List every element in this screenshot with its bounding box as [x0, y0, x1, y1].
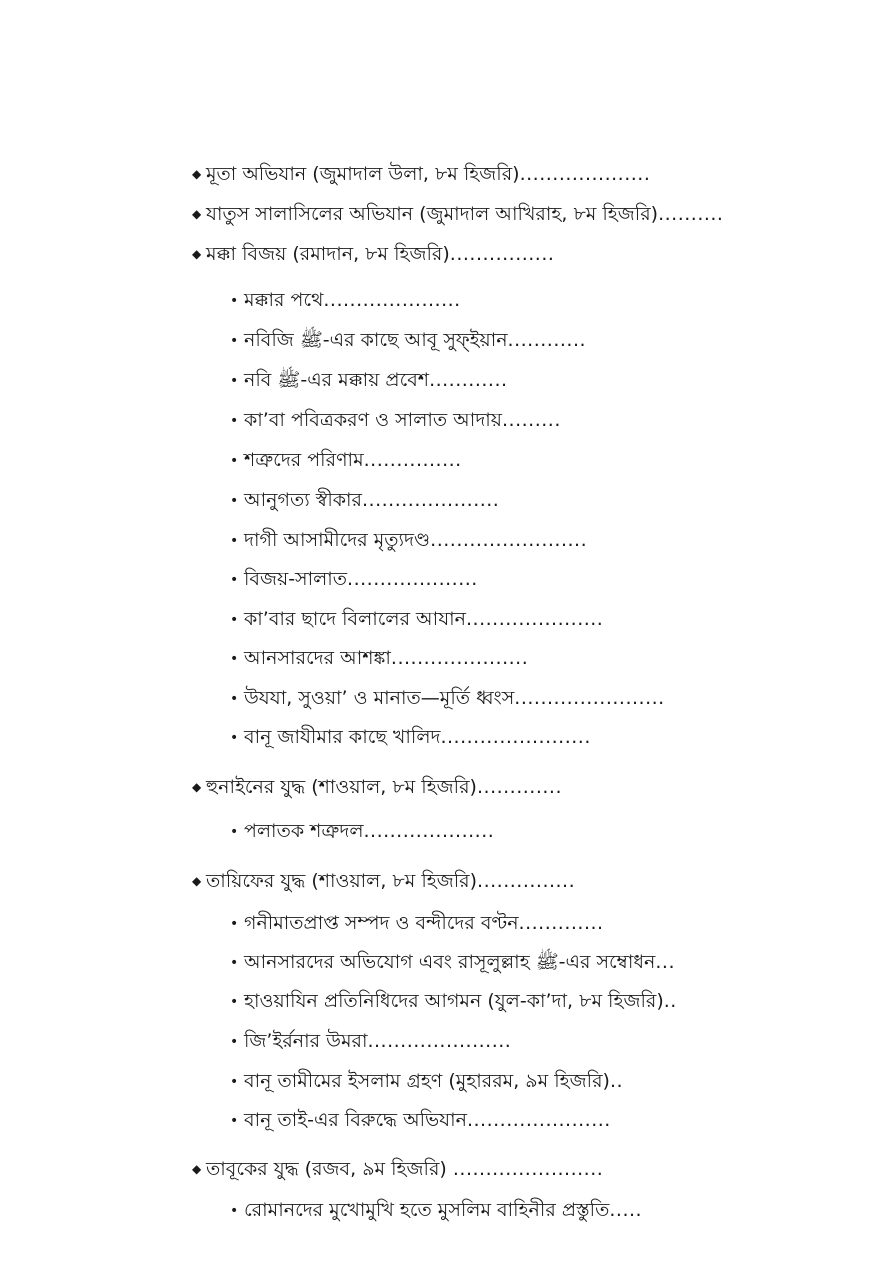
toc-subentry	[230, 487, 499, 513]
toc-entry	[192, 161, 650, 187]
toc-subentry	[230, 1197, 642, 1223]
toc-leader-dots: ...	[655, 951, 675, 973]
toc-entry-title: আনসারদের আশঙ্কা	[244, 647, 391, 669]
round-bullet-icon: •	[230, 691, 239, 707]
toc-entry-title: বানূ তামীমের ইসলাম গ্রহণ (মুহাররম, ৯ম হিজরি)	[244, 1070, 610, 1092]
toc-entry-title: নবিজি ﷺ-এর কাছে আবূ সুফ্ইয়ান	[244, 329, 508, 351]
toc-subentry	[230, 606, 603, 632]
round-bullet-icon: •	[230, 373, 239, 389]
round-bullet-icon: •	[230, 413, 239, 429]
toc-entry-title: শত্রুদের পরিণাম	[244, 449, 364, 471]
toc-leader-dots: .....	[609, 1199, 643, 1221]
toc-leader-dots: ..	[609, 1070, 624, 1092]
toc-subentry	[230, 407, 561, 433]
toc-leader-dots: ....................	[347, 568, 478, 590]
toc-leader-dots: ................	[449, 243, 555, 265]
toc-leader-dots: .......................	[514, 687, 665, 709]
toc-subentry	[230, 447, 462, 473]
round-bullet-icon: •	[230, 1034, 239, 1050]
toc-leader-dots: .......................	[440, 726, 591, 748]
toc-leader-dots: ...............	[477, 870, 576, 892]
toc-entry-title: হুনাইনের যুদ্ধ (শাওয়াল, ৮ম হিজরি)	[206, 776, 477, 798]
toc-entry-title: তাবূকের যুদ্ধ (রজব, ৯ম হিজরি)	[206, 1158, 453, 1180]
toc-subentry	[230, 910, 604, 936]
round-bullet-icon: •	[230, 453, 239, 469]
toc-leader-dots: ......................	[466, 1109, 611, 1131]
toc-subentry	[230, 287, 461, 313]
toc-entry-title: বানূ জাযীমার কাছে খালিদ	[244, 726, 441, 748]
toc-leader-dots: .....................	[390, 647, 529, 669]
toc-leader-dots: .....................	[323, 289, 461, 311]
round-bullet-icon: •	[230, 333, 239, 349]
toc-leader-dots: ............	[429, 369, 508, 391]
round-bullet-icon: •	[230, 1113, 239, 1129]
toc-entry-title: রোমানদের মুখোমুখি হতে মুসলিম বাহিনীর প্রস্তুতি	[244, 1199, 610, 1221]
diamond-bullet-icon: ◆	[192, 874, 202, 888]
diamond-bullet-icon: ◆	[192, 207, 202, 221]
toc-entry-title: মক্কা বিজয় (রমাদান, ৮ম হিজরি)	[206, 243, 450, 265]
toc-leader-dots: ............	[507, 329, 587, 351]
toc-leader-dots: ...............	[363, 449, 462, 471]
toc-entry-title: হাওয়াযিন প্রতিনিধিদের আগমন (যুল-কা’দা, ৮ম হিজরি)	[244, 990, 664, 1012]
toc-subentry	[230, 818, 494, 844]
toc-subentry	[230, 949, 675, 975]
toc-entry	[192, 1156, 603, 1182]
toc-entry	[192, 201, 723, 227]
toc-leader-dots: .............	[476, 776, 562, 798]
toc-entry	[192, 241, 554, 267]
round-bullet-icon: •	[230, 824, 239, 840]
toc-subentry	[230, 566, 478, 592]
toc-entry-title: আনসারদের অভিযোগ এবং রাসূলুল্লাহ ﷺ-এর সম্বোধন	[244, 951, 656, 973]
toc-entry-title: মক্কার পথে	[244, 289, 324, 311]
toc-subentry	[230, 1068, 623, 1094]
round-bullet-icon: •	[230, 651, 239, 667]
round-bullet-icon: •	[230, 994, 239, 1010]
toc-entry-title: যাতুস সালাসিলের অভিযান (জুমাদাল আখিরাহ, ৮ম হিজরি)	[206, 203, 659, 225]
round-bullet-icon: •	[230, 533, 239, 549]
round-bullet-icon: •	[230, 916, 239, 932]
diamond-bullet-icon: ◆	[192, 247, 202, 261]
diamond-bullet-icon: ◆	[192, 167, 202, 181]
toc-subentry	[230, 367, 508, 393]
toc-leader-dots: .....................	[466, 608, 604, 630]
toc-subentry	[230, 527, 587, 553]
diamond-bullet-icon: ◆	[192, 780, 202, 794]
toc-subentry	[230, 1107, 611, 1133]
toc-subentry	[230, 988, 677, 1014]
toc-entry-title: তায়িফের যুদ্ধ (শাওয়াল, ৮ম হিজরি)	[206, 870, 478, 892]
round-bullet-icon: •	[230, 572, 239, 588]
toc-entry-title: দাগী আসামীদের মৃত্যুদণ্ড	[244, 529, 431, 551]
toc-leader-dots: .........	[502, 409, 561, 431]
toc-entry-title: নবি ﷺ-এর মক্কায় প্রবেশ	[244, 369, 430, 391]
toc-entry-title: পলাতক শত্রুদল	[244, 820, 364, 842]
toc-entry-title: বিজয়-সালাত	[244, 568, 348, 590]
round-bullet-icon: •	[230, 293, 239, 309]
toc-leader-dots: ....................	[363, 820, 495, 842]
toc-entry-title: মূতা অভিযান (জুমাদাল উলা, ৮ম হিজরি)	[206, 163, 520, 185]
toc-subentry	[230, 645, 528, 671]
toc-subentry	[230, 724, 591, 750]
toc-entry-title: উযযা, সুওয়া’ ও মানাত—মূর্তি ধ্বংস	[244, 687, 515, 709]
toc-subentry	[230, 327, 586, 353]
diamond-bullet-icon: ◆	[192, 1162, 202, 1176]
round-bullet-icon: •	[230, 730, 239, 746]
round-bullet-icon: •	[230, 612, 239, 628]
toc-entry-title: বানূ তাই-এর বিরুদ্ধে অভিযান	[244, 1109, 467, 1131]
toc-entry	[192, 868, 575, 894]
toc-entry-title: জি’ইর্রনার উমরা	[244, 1030, 368, 1052]
toc-subentry	[230, 685, 665, 711]
round-bullet-icon: •	[230, 1074, 239, 1090]
toc-entry	[192, 774, 562, 800]
toc-leader-dots: .......................	[452, 1158, 604, 1180]
round-bullet-icon: •	[230, 493, 239, 509]
toc-leader-dots: .....................	[362, 489, 500, 511]
toc-leader-dots: ..........	[658, 203, 724, 225]
round-bullet-icon: •	[230, 1203, 239, 1219]
toc-entry-title: কা’বা পবিত্রকরণ ও সালাত আদায়	[244, 409, 502, 431]
toc-entry-title: আনুগত্য স্বীকার	[244, 489, 363, 511]
round-bullet-icon: •	[230, 955, 239, 971]
toc-subentry	[230, 1028, 511, 1054]
toc-leader-dots: ..	[663, 990, 677, 1012]
toc-leader-dots: .............	[518, 912, 604, 934]
toc-entry-title: কা’বার ছাদে বিলালের আযান	[244, 608, 467, 630]
toc-leader-dots: ........................	[430, 529, 588, 551]
toc-leader-dots: ....................	[519, 163, 651, 185]
toc-entry-title: গনীমাতপ্রাপ্ত সম্পদ ও বন্দীদের বণ্টন	[244, 912, 519, 934]
toc-leader-dots: ......................	[367, 1030, 512, 1052]
